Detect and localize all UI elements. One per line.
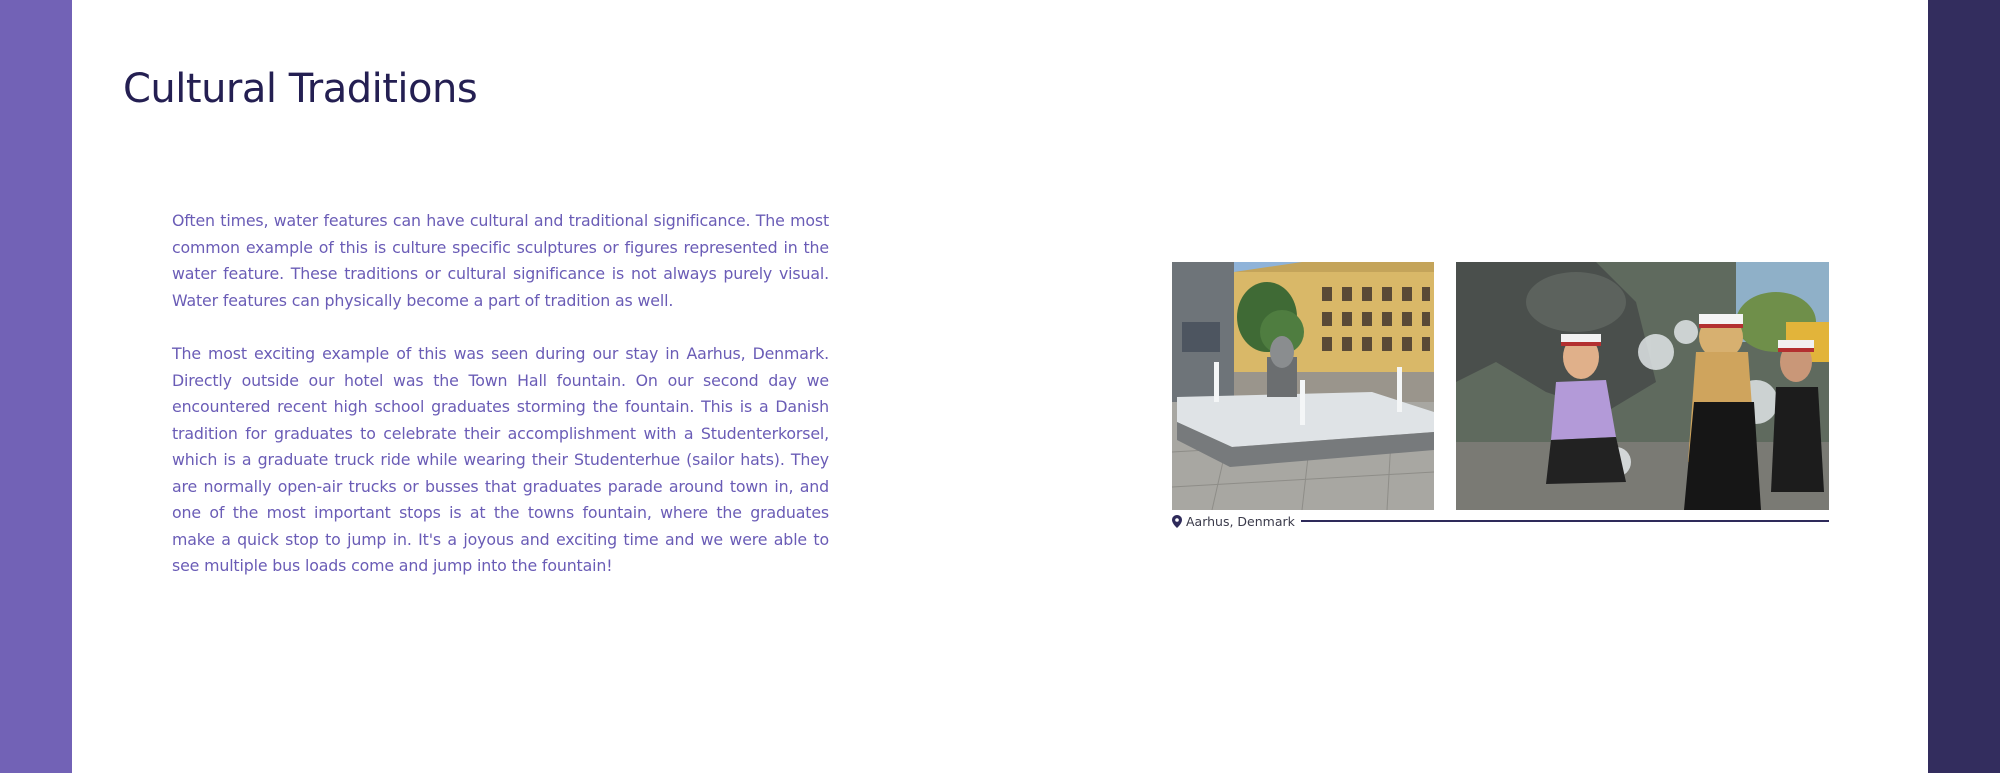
right-accent-band <box>1928 0 2000 773</box>
page-title: Cultural Traditions <box>123 66 478 112</box>
caption-divider <box>1301 520 1829 522</box>
photo-caption <box>1172 513 1829 529</box>
map-pin-icon <box>1172 515 1182 528</box>
paragraph-1: Often times, water features can have cultural and traditional significance. The most common example of this is culture specific sculptures or figures represented in the water feature. These traditions or cultural significance is not always purely visual. Water features can physically become a part of tradition as well. <box>172 211 829 310</box>
left-accent-band <box>0 0 72 773</box>
caption-location: Aarhus, Denmark <box>1186 513 1295 529</box>
fountain-photo <box>1172 262 1434 510</box>
paragraph-2: The most exciting example of this was seen during our stay in Aarhus, Denmark. Directly outside our hotel was the Town Hall fountain. On our second day we encountered recent high school graduates storming the fountain. This is a Danish tradition for graduates to celebrate their accomplishment with a Studenterkorsel, which is a graduate truck ride while wearing their Studenterhue (sailor hats). They are normally open-air trucks or busses that graduates parade around town in, and one of the most important stops is at the towns fountain, where the graduates make a quick stop to jump in. It's a joyous and exciting time and we were able to see multiple bus loads come and jump into the fountain! <box>172 344 829 575</box>
graduates-in-fountain-photo <box>1456 262 1829 510</box>
body-text <box>172 208 829 607</box>
